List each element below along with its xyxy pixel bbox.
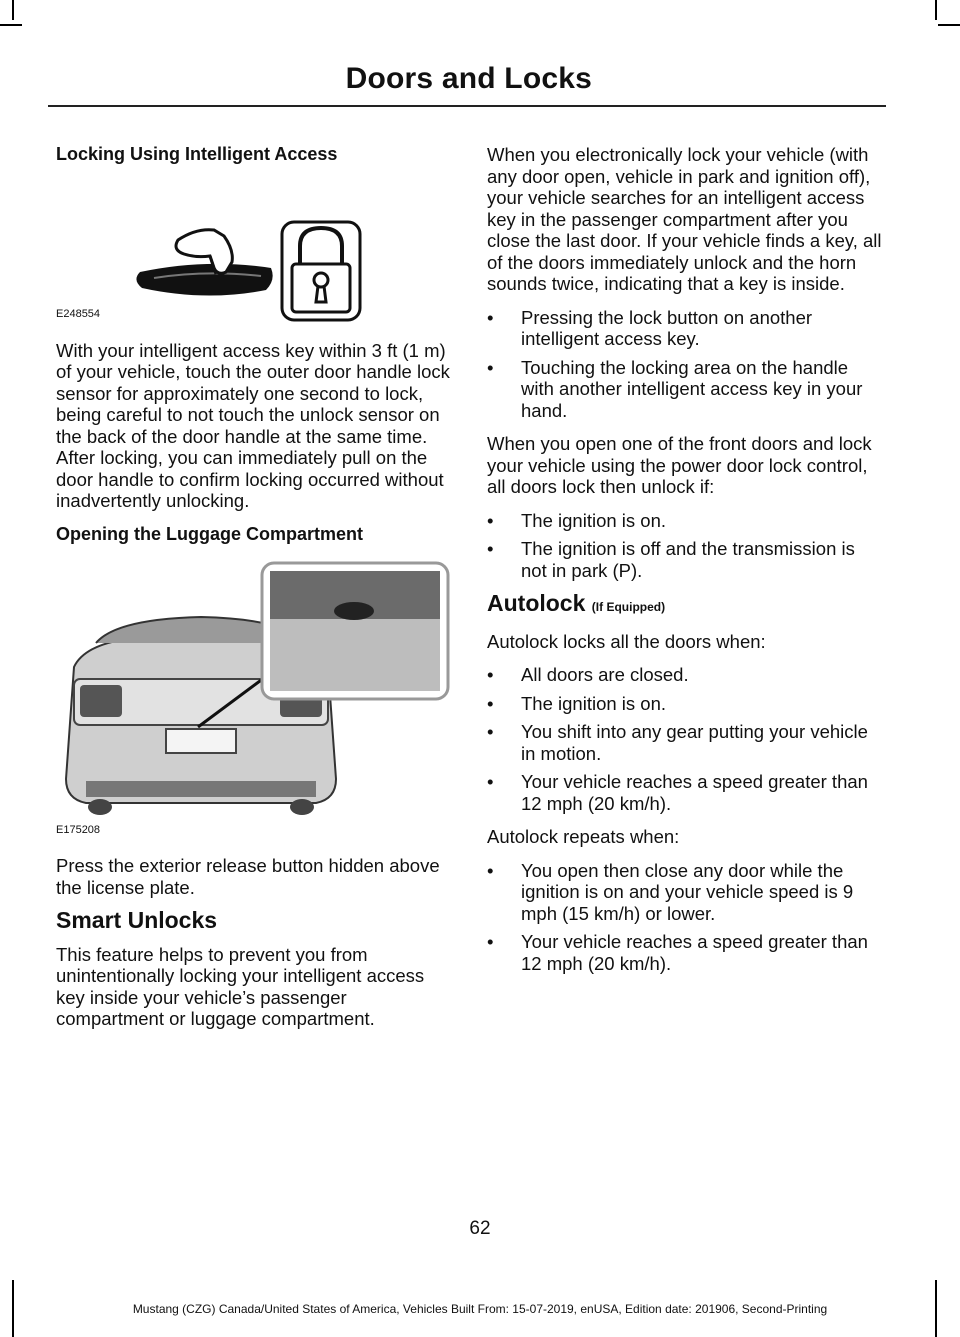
- power-lock-paragraph: When you open one of the front doors and lock your vehicle using the power door lock control, all doors lock then unlock if:: [487, 433, 872, 497]
- crop-mark: [0, 24, 22, 26]
- touch-lock-illustration: [56, 180, 450, 328]
- luggage-paragraph: Press the exterior release button hidden above the license plate.: [56, 855, 440, 898]
- smart-unlocks-paragraph: This feature helps to prevent you from unintentionally locking your intelligent access key inside your vehicle’s passenger compartment or luggage compartment.: [56, 943, 425, 1029]
- header-divider: [48, 105, 886, 107]
- right-column: [487, 144, 883, 986]
- page-number: 62: [469, 1218, 491, 1239]
- autolock-heading: [487, 590, 883, 619]
- autolock-title: Autolock: [487, 590, 586, 616]
- footer-text: Mustang (CZG) Canada/United States of America, Vehicles Built From: 15-07-2019, enUSA, Edition date: 201906, Second-Printing: [132, 1302, 828, 1316]
- autolock-repeat-intro: Autolock repeats when:: [487, 826, 680, 847]
- rear-vehicle-illustration: [56, 559, 450, 843]
- crop-mark: [12, 0, 14, 20]
- list-item: • Pressing the lock button on another intelligent access key.: [487, 307, 883, 350]
- luggage-heading: Opening the Luggage Compartment: [56, 523, 364, 544]
- list-item: • The ignition is on.: [487, 510, 883, 532]
- figure-code: E248554: [56, 308, 101, 320]
- left-column: [56, 144, 450, 1042]
- luggage-figure: [56, 559, 450, 843]
- list-item: • The ignition is off and the transmission is not in park (P).: [487, 538, 883, 581]
- list-item: • You shift into any gear putting your vehicle in motion.: [487, 721, 883, 764]
- locking-heading: Locking Using Intelligent Access: [56, 144, 338, 164]
- page-title: Doors and Locks: [345, 62, 592, 95]
- bullet-list: [487, 860, 883, 975]
- smart-unlocks-heading: Smart Unlocks: [56, 907, 218, 933]
- bullet-list: [487, 307, 883, 422]
- autolock-intro: Autolock locks all the doors when:: [487, 630, 766, 652]
- figure-code: E175208: [56, 823, 101, 836]
- smart-unlocks-intro: When you electronically lock your vehicle (with any door open, vehicle in park and ignition off), your vehicle searches for an intelligent access key in the passenger compartment after you close the last door. If your vehicle finds a key, all of the doors immediately unlock and the horn sounds twice, indicating that a key is inside.: [487, 144, 882, 294]
- list-item: • The ignition is on.: [487, 693, 883, 715]
- list-item: • Touching the locking area on the handle with another intelligent access key in your hand.: [487, 357, 883, 422]
- list-item: • Your vehicle reaches a speed greater than 12 mph (20 km/h).: [487, 771, 883, 814]
- crop-mark: [935, 0, 937, 20]
- list-item: • You open then close any door while the ignition is on and your vehicle speed is 9 mph (15 km/h) or lower.: [487, 860, 883, 925]
- list-item: • All doors are closed.: [487, 664, 883, 686]
- list-item: • Your vehicle reaches a speed greater than 12 mph (20 km/h).: [487, 931, 883, 974]
- bullet-list: [487, 664, 883, 814]
- locking-paragraph: With your intelligent access key within 3 ft (1 m) of your vehicle, touch the outer door handle lock sensor for approximately one second to lock, being careful to not touch the unlock sensor on the back of the door handle at the same time. After locking, you can immediately pull on the door handle to confirm locking occurred without inadvertently unlocking.: [56, 339, 450, 511]
- bullet-list: [487, 510, 883, 582]
- intelligent-access-figure: [56, 180, 450, 328]
- crop-mark: [938, 24, 960, 26]
- autolock-qualifier: (If Equipped): [591, 600, 666, 614]
